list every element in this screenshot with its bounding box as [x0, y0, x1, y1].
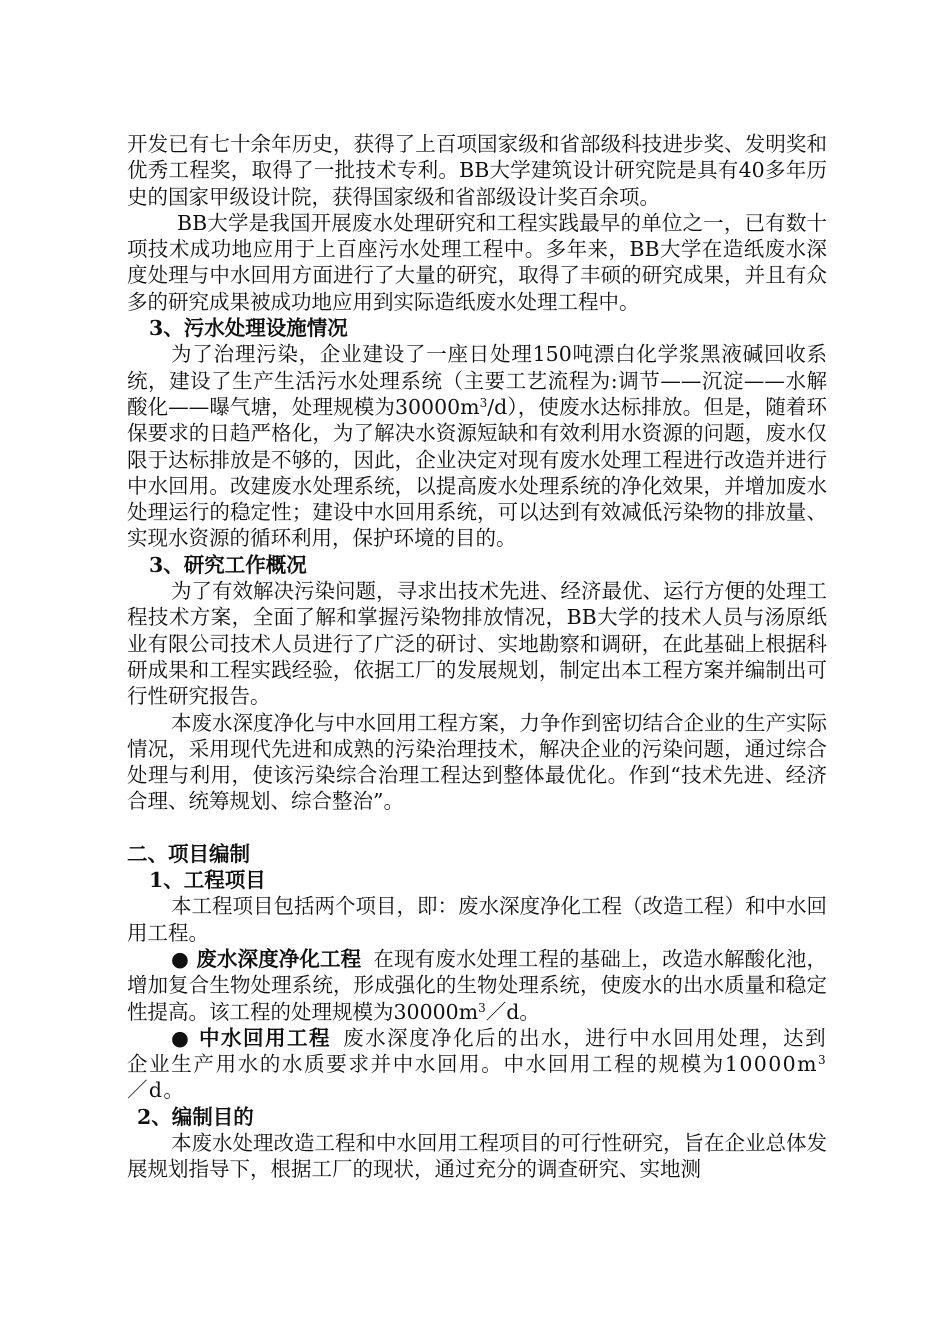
paragraph-history: 开发已有七十余年历史，获得了上百项国家级和省部级科技进步奖、发明奖和优秀工程奖，取得了一批技术专利。BB大学建筑设计研究院是具有40多年历史的国家甲级设计院，获得国家级和省部级设计奖百余项。: [127, 132, 827, 209]
paragraph-pollution-text-b: /d），使废水达标排放。但是，随着环保要求的日趋严格化，为了解决水资源短缺和有效利用水资源的问题，废水仅限于达标排放是不够的，因此，企业决定对现有废水处理工程进行改造并进行中水回用。改建废水处理系统，以提高废水处理系统的净化效果，并增加废水处理运行的稳定性；建设中水回用系统，可以达到有效减低污染物的排放量、实现水资源的循环利用，保护环境的目的。: [127, 394, 827, 551]
superscript-3: 3: [817, 1053, 827, 1068]
heading-project-compilation: 二、项目编制: [127, 841, 250, 866]
heading-pollution-facilities: 3、污水处理设施情况: [149, 316, 348, 341]
heading-research-overview: 3、研究工作概况: [149, 552, 307, 577]
heading-engineering-items: 1、工程项目: [149, 868, 266, 893]
paragraph-scheme: 本废水深度净化与中水回用工程方案，力争作到密切结合企业的生产实际情况，采用现代先进和成熟的污染治理技术，解决企业的污染问题，通过综合处理与利用，使该污染综合治理工程达到整体最优化。作到“技术先进、经济合理、统筹规划、综合整治”。: [127, 710, 827, 814]
bullet-title-deep-purification: ● 废水深度净化工程: [171, 946, 362, 971]
paragraph-purpose: 本废水处理改造工程和中水回用工程项目的可行性研究，旨在企业总体发展规划指导下，根据工厂的现状，通过充分的调查研究、实地测: [127, 1130, 827, 1182]
superscript-3: 3: [479, 395, 488, 410]
bullet-reclaimed-water: [127, 1025, 827, 1104]
paragraph-bb-university: BB大学是我国开展废水处理研究和工程实践最早的单位之一，已有数十项技术成功地应用于上百座污水处理工程中。多年来，BB大学在造纸废水深度处理与中水回用方面进行了大量的研究，取得了丰硕的研究成果，并且有众多的研究成果被成功地应用到实际造纸废水处理工程中。: [127, 210, 827, 314]
paragraph-items: 本工程项目包括两个项目，即：废水深度净化工程（改造工程）和中水回用工程。: [127, 894, 827, 945]
heading-compilation-purpose: 2、编制目的: [137, 1104, 254, 1129]
document-page: [127, 131, 827, 1183]
paragraph-research: 为了有效解决污染问题，寻求出技术先进、经济最优、运行方便的处理工程技术方案，全面了解和掌握污染物排放情况，BB大学的技术人员与汤原纸业有限公司技术人员进行了广泛的研讨、实地勘察和调研，在此基础上根据科研成果和工程实践经验，依据工厂的发展规划，制定出本工程方案并编制出可行性研究报告。: [127, 579, 827, 709]
paragraph-pollution-treatment: [127, 341, 827, 551]
bullet-deep-purification: [127, 946, 827, 1025]
bullet-text-a: 废水深度净化后的出水，进行中水回用处理，达到企业生产用水的水质要求并中水回用。中水回用工程的规模为10000m: [127, 1025, 827, 1077]
bullet-text-b: ／d。: [485, 999, 540, 1024]
paragraph-pollution-text-a: 为了治理污染，企业建设了一座日处理150吨漂白化学浆黑液碱回收系统，建设了生产生活污水处理系统（主要工艺流程为:调节——沉淀——水解酸化——曝气塘，处理规模为30000m: [127, 342, 827, 419]
bullet-text-b: ／d。: [127, 1078, 186, 1103]
superscript-3: 3: [478, 1000, 486, 1015]
bullet-text-a: 在现有废水处理工程的基础上，改造水解酸化池，增加复合生物处理系统，形成强化的生物处理系统，使废水的出水质量和稳定性提高。该工程的处理规模为30000m: [127, 946, 827, 1024]
bullet-title-reclaimed-water: ● 中水回用工程: [171, 1025, 332, 1050]
